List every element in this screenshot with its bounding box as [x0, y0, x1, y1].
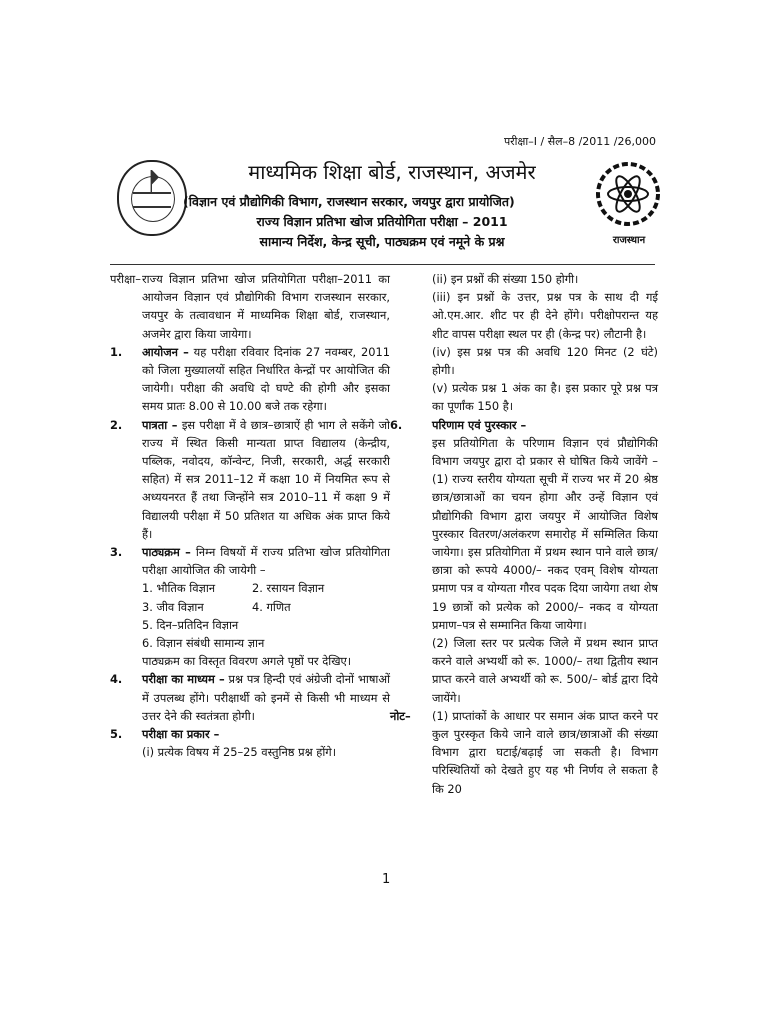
subject-6: 6. विज्ञान संबंधी सामान्य ज्ञान [142, 636, 265, 651]
section-4-number: 4. [110, 672, 123, 687]
section-3-number: 3. [110, 545, 123, 560]
header-divider [110, 264, 655, 265]
section-5-number: 5. [110, 727, 123, 742]
section-5-item-v: (v) प्रत्येक प्रश्न 1 अंक का है। इस प्रकार पूरे प्रश्न पत्र का पूर्णांक 150 है। [432, 381, 658, 414]
section-5-item-i: (i) प्रत्येक विषय में 25–25 वस्तुनिष्ठ प्रश्न होंगे। [142, 745, 337, 760]
section-2-text: इस परीक्षा में वे छात्र–छात्राऐं ही भाग ले सकेंगे जो राज्य में स्थित किसी मान्यता प्राप्त विद्यालय (केन्द्रीय, पब्लिक, नवोदय, कॉन्वेन्ट, निजी, सरकारी, अर्द्ध सरकारी सहित) में सत्र 2011–12 में कक्षा 10 में नियमित रूप से अध्ययनरत हैं तथा जिन्होंने सत्र 2010–11 में कक्षा 9 में विद्यालयी परीक्षा में 50 प्रतिशत या अधिक अंक प्राप्त किये हैं। [142, 417, 391, 541]
board-title: माध्यमिक शिक्षा बोर्ड, राजस्थान, अजमेर [248, 160, 536, 184]
intro-section [110, 270, 390, 343]
syllabus-note: पाठ्यक्रम का विस्तृत विवरण अगले पृष्ठों पर देखिए। [142, 654, 352, 669]
subject-4: 4. गणित [252, 599, 291, 614]
section-6-title: परिणाम एवं पुरस्कार – [432, 417, 527, 432]
section-6-number: 6. [390, 417, 403, 432]
section-4 [110, 670, 390, 725]
seal-base-icon [133, 192, 171, 208]
section-6 [390, 416, 658, 707]
note-section [390, 707, 658, 798]
subject-1: 1. भौतिक विज्ञान [142, 581, 216, 596]
section-5-item-ii: (ii) इन प्रश्नों की संख्या 150 होगी। [432, 272, 579, 286]
section-1-number: 1. [110, 344, 123, 359]
exam-subtitle: सामान्य निर्देश, केन्द्र सूची, पाठ्यक्रम एवं नमूने के प्रश्न [259, 234, 505, 249]
section-6-text-2: (2) जिला स्तर पर प्रत्येक जिले में प्रथम स्थान प्राप्त करने वाले अभ्यर्थी को रू. 1000/– तथा द्वितीय स्थान प्राप्त करने वाले अभ्यर्थी को रू. 500/– बोर्ड द्वारा दिये जायेंगे। [432, 636, 658, 705]
atom-icon [588, 158, 668, 238]
section-1-text: यह परीक्षा रविवार दिनांक 27 नवम्बर, 2011 को जिला मुख्यालयों सहित निर्धारित केन्द्रों पर आयोजित की जायेगी। परीक्षा की अवधि दो घण्टे की होगी और इसका समय प्रातः 8.00 से 10.00 बजे तक रहेगा। [142, 344, 390, 414]
section-2-number: 2. [110, 417, 123, 432]
section-1-title: आयोजन – [142, 344, 189, 359]
note-text: (1) प्राप्तांकों के आधार पर समान अंक प्राप्त करने पर कुल पुरस्कृत किये जाने वाले छात्र/छात्राओं की संख्या विभाग द्वारा घटाई/बढ़ाई जा सकती है। विभाग परिस्थितियों को देखते हुए यह भी निर्णय ले सकता है कि 20 [432, 708, 658, 796]
subject-3: 3. जीव विज्ञान [142, 599, 204, 614]
page-number: 1 [382, 872, 391, 887]
board-seal-logo [117, 160, 187, 236]
section-3-text: निम्न विषयों में राज्य प्रतिभा खोज प्रतियोगिता परीक्षा आयोजित की जायेगी – [142, 545, 390, 578]
logo-caption: राजस्थान [612, 235, 646, 246]
section-2-title: पात्रता – [142, 417, 178, 432]
note-label: नोट– [390, 708, 411, 723]
section-5-item-iii: (iii) इन प्रश्नों के उत्तर, प्रश्न पत्र के साथ दी गई ओ.एम.आर. शीट पर ही देने होंगे। परीक्षोपरान्त यह शीट वापस परीक्षा स्थल पर ही (केन्द्र पर) लौटानी है। [432, 290, 658, 341]
subject-5: 5. दिन–प्रतिदिन विज्ञान [142, 617, 239, 632]
intro-label: परीक्षा– [110, 272, 141, 286]
subject-2: 2. रसायन विज्ञान [252, 581, 325, 596]
right-column [390, 270, 658, 798]
section-3-title: पाठ्यक्रम – [142, 545, 191, 560]
left-column [110, 270, 390, 761]
section-1 [110, 343, 390, 416]
section-5-item-iv: (iv) इस प्रश्न पत्र की अवधि 120 मिनट (2 घंटे) होगी। [432, 344, 658, 378]
section-2 [110, 416, 390, 543]
document-reference: परीक्षा–I / सैल–8 /2011 /26,000 [503, 135, 656, 148]
section-4-text: प्रश्न पत्र हिन्दी एवं अंग्रेजी दोनों भाषाओं में उपलब्ध होंगे। परीक्षार्थी को इनमें से किसी भी माध्यम से उत्तर देने की स्वतंत्रता होगी। [142, 672, 390, 723]
sponsor-line: (विज्ञान एवं प्रौद्योगिकी विभाग, राजस्थान सरकार, जयपुर द्वारा प्रायोजित) [183, 194, 515, 209]
section-4-title: परीक्षा का माध्यम – [142, 672, 225, 687]
section-5 [110, 725, 390, 761]
section-3 [110, 543, 390, 670]
exam-title: राज्य विज्ञान प्रतिभा खोज प्रतियोगिता परीक्षा – 2011 [256, 214, 508, 229]
section-5-title: परीक्षा का प्रकार – [142, 727, 220, 742]
science-dept-logo [588, 158, 668, 246]
intro-text: राज्य विज्ञान प्रतिभा खोज प्रतियोगिता परीक्षा–2011 का आयोजन विज्ञान एवं प्रौद्योगिकी विभाग राजस्थान सरकार, जयपुर के तत्वावधान में माध्यमिक शिक्षा बोर्ड, राजस्थान, अजमेर द्वारा किया जायेगा। [142, 272, 390, 341]
section-6-text-1: इस प्रतियोगिता के परिणाम विज्ञान एवं प्रौद्योगिकी विभाग जयपुर द्वारा दो प्रकार से घोषित किये जावेंगे – (1) राज्य स्तरीय योग्यता सूची में राज्य भर में 20 श्रेष्ठ छात्र/छात्राओं का चयन होगा और उन्हें विज्ञान एवं प्रौद्योगिकी विभाग द्वारा जयपुर में आयोजित विशेष पुरस्कार वितरण/अलंकरण समारोह में सम्मिलित किया जायेगा। इस प्रतियोगिता में प्रथम स्थान पाने वाले छात्र/छात्रा को रूपये 4000/– नकद एवम् विशेष योग्यता प्रमाण पत्र व योग्यता गौरव पदक दिया जायेगा तथा शेष 19 छात्रों को प्रत्येक को 2000/– नकद व योग्यता प्रमाण–पत्र से सम्मानित किया जायेगा। [432, 435, 658, 632]
